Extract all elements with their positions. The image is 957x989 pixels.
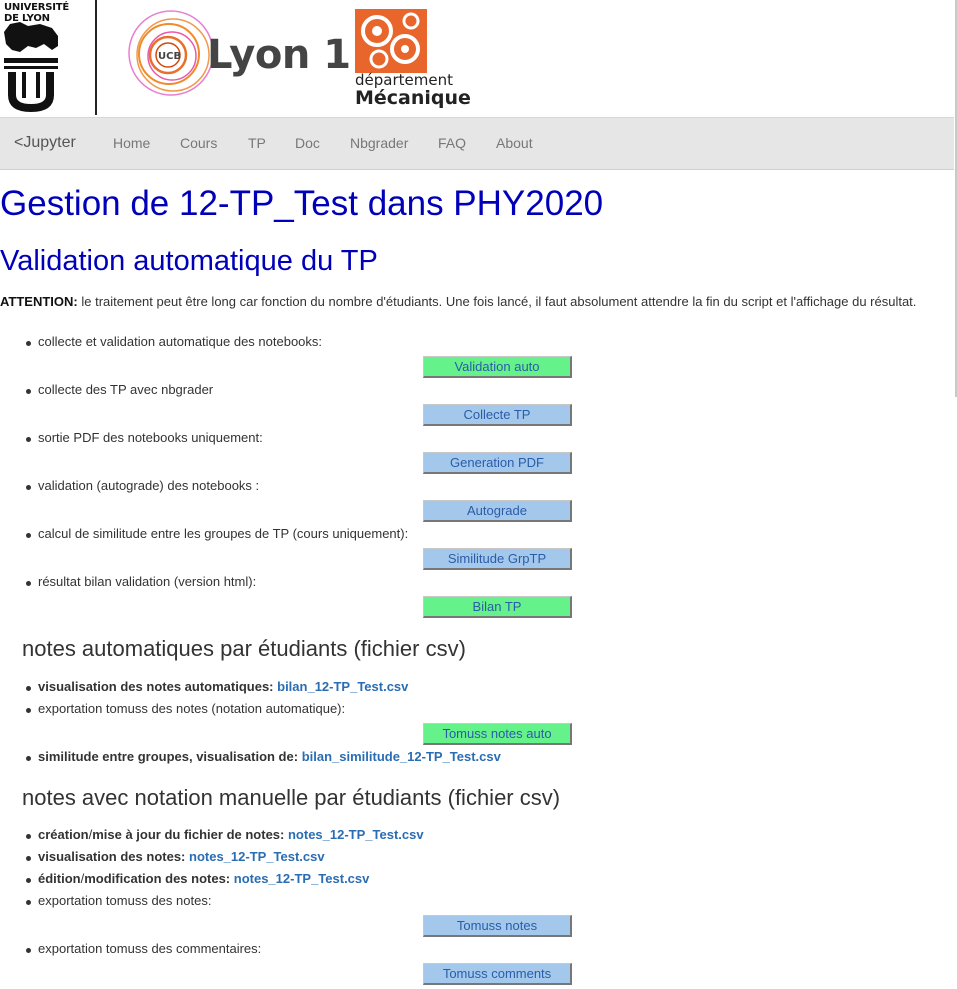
notes-csv-create-link[interactable]: notes_12-TP_Test.csv: [287, 827, 424, 842]
generation-pdf-button[interactable]: Generation PDF: [423, 452, 572, 474]
list-item-validation: collecte et validation automatique des notebooks:: [38, 334, 323, 349]
list-item-pdf: sortie PDF des notebooks uniquement:: [38, 430, 263, 445]
list-item-export-notes: exportation tomuss des notes:: [38, 893, 212, 908]
simil-label: similitude entre groupes, visualisation de:: [38, 749, 299, 764]
autograde-button[interactable]: Autograde: [423, 500, 572, 522]
creation-label: création: [38, 827, 89, 842]
gears-logo-icon: [355, 9, 427, 73]
nav-about[interactable]: About: [496, 135, 533, 151]
tomuss-comments-button[interactable]: Tomuss comments: [423, 963, 572, 985]
lyon1-wordmark: Lyon 1: [207, 32, 351, 78]
similitude-grptp-button[interactable]: Similitude GrpTP: [423, 548, 572, 570]
lion-emblem-icon: [0, 0, 62, 117]
attention-label: ATTENTION:: [0, 294, 78, 309]
attention-notice: [0, 292, 940, 312]
edition-label: édition: [38, 871, 81, 886]
list-item-export-auto: exportation tomuss des notes (notation automatique):: [38, 701, 346, 716]
mise-a-jour-label: mise à jour du fichier de notes:: [92, 827, 285, 842]
jupyter-brand-link[interactable]: <Jupyter: [14, 134, 76, 151]
bilan-tp-button[interactable]: Bilan TP: [423, 596, 572, 618]
list-item-autograde: validation (autograde) des notebooks :: [38, 478, 260, 493]
bilan-csv-link[interactable]: bilan_12-TP_Test.csv: [277, 679, 409, 694]
notes-csv-edit-link[interactable]: notes_12-TP_Test.csv: [233, 871, 370, 886]
auto-notes-heading: notes automatiques par étudiants (fichier csv): [22, 636, 466, 661]
visu-auto-label: visualisation des notes automatiques:: [38, 679, 274, 694]
bilan-similitude-csv-link[interactable]: bilan_similitude_12-TP_Test.csv: [301, 749, 501, 764]
list-item-similitude-groupes: [38, 749, 501, 765]
list-item-similitude: calcul de similitude entre les groupes de TP (cours uniquement):: [38, 526, 409, 541]
list-item-edition: édition/modification des notes: notes_12-TP_Test.csv: [38, 871, 370, 886]
modification-label: modification des notes:: [84, 871, 231, 886]
universite-de-lyon-logo: [0, 0, 70, 117]
site-header: [0, 0, 954, 117]
visu-notes-label: visualisation des notes:: [38, 849, 186, 864]
validation-auto-button[interactable]: Validation auto: [423, 356, 572, 378]
mecanique-label: Mécanique: [355, 87, 471, 109]
page-title: Gestion de 12-TP_Test dans PHY2020: [0, 184, 604, 223]
nav-tp[interactable]: TP: [248, 135, 266, 151]
tomuss-notes-button[interactable]: Tomuss notes: [423, 915, 572, 937]
header-divider: [95, 0, 97, 115]
list-item-bilan: résultat bilan validation (version html):: [38, 574, 257, 589]
universite-de-lyon-text: UNIVERSITÉ DE LYON: [4, 2, 70, 24]
nav-faq[interactable]: FAQ: [438, 135, 467, 151]
nav-cours[interactable]: Cours: [180, 135, 218, 151]
nav-nbgrader[interactable]: Nbgrader: [350, 135, 409, 151]
list-item-creation: création/mise à jour du fichier de notes: notes_12-TP_Test.csv: [38, 827, 424, 842]
list-item-collecte: collecte des TP avec nbgrader: [38, 382, 214, 397]
collecte-tp-button[interactable]: Collecte TP: [423, 404, 572, 426]
list-item-visu-notes: [38, 849, 325, 865]
notes-csv-visu-link[interactable]: notes_12-TP_Test.csv: [189, 849, 325, 864]
departement-label: département: [355, 71, 453, 89]
svg-text:UCB: UCB: [158, 51, 182, 62]
nav-home[interactable]: Home: [113, 135, 151, 151]
nav-doc[interactable]: Doc: [295, 135, 320, 151]
list-item-export-comments: exportation tomuss des commentaires:: [38, 941, 262, 956]
attention-text: le traitement peut être long car fonction du nombre d'étudiants. Une fois lancé, il faut absolument attendre la fin du script et l'affichage du résultat.: [77, 294, 917, 309]
manual-notes-heading: notes avec notation manuelle par étudiants (fichier csv): [22, 785, 561, 810]
tomuss-notes-auto-button[interactable]: Tomuss notes auto: [423, 723, 572, 745]
list-item-visu-auto: [38, 679, 408, 695]
section-title-validation: Validation automatique du TP: [0, 245, 378, 277]
main-navbar: [0, 117, 954, 170]
